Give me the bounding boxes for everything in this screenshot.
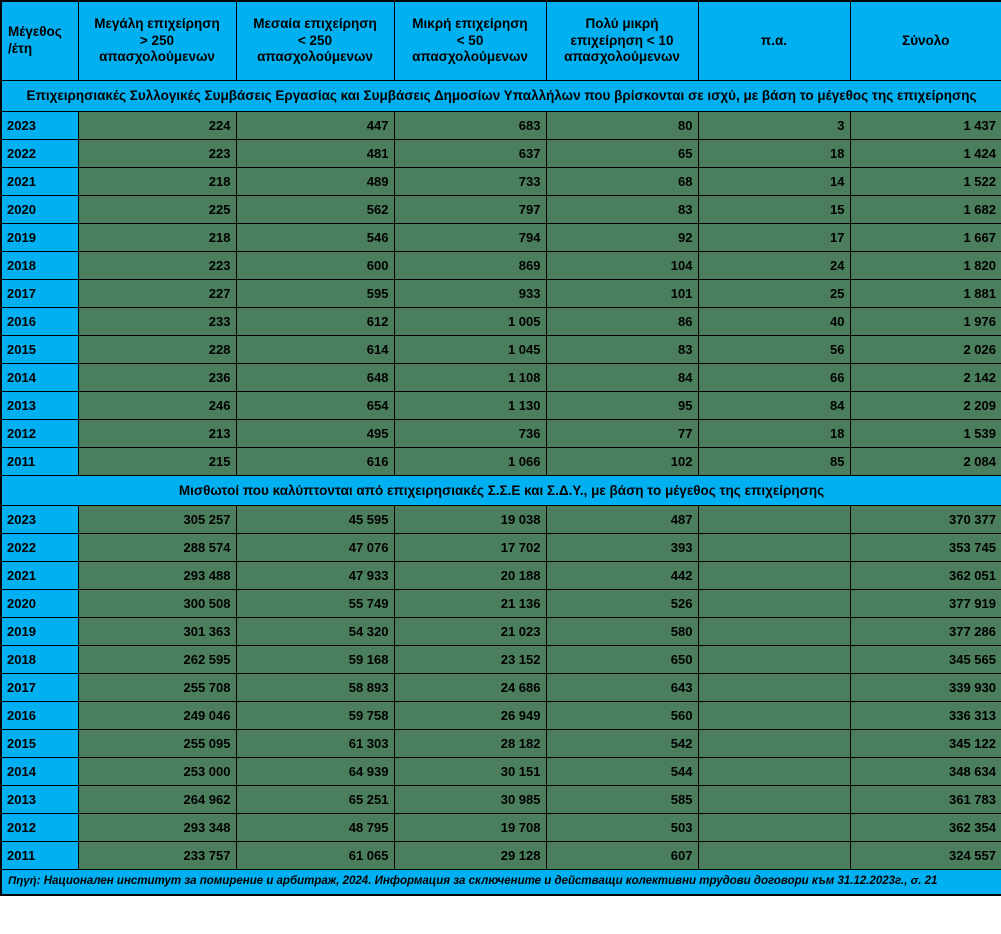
cell-total: 362 051 [850, 562, 1001, 590]
cell-large: 264 962 [78, 786, 236, 814]
table-row [1, 562, 1001, 590]
table-row [1, 590, 1001, 618]
cell-na [698, 730, 850, 758]
cell-na: 85 [698, 447, 850, 475]
cell-large: 249 046 [78, 702, 236, 730]
cell-small: 736 [394, 419, 546, 447]
table-row [1, 618, 1001, 646]
cell-micro: 83 [546, 335, 698, 363]
cell-small: 29 128 [394, 842, 546, 870]
table-row [1, 447, 1001, 475]
source-note-row [1, 870, 1001, 895]
cell-micro: 86 [546, 307, 698, 335]
cell-large: 293 488 [78, 562, 236, 590]
table-row [1, 534, 1001, 562]
table-body [1, 81, 1001, 895]
cell-total: 1 522 [850, 167, 1001, 195]
cell-large: 225 [78, 195, 236, 223]
cell-na: 14 [698, 167, 850, 195]
cell-small: 933 [394, 279, 546, 307]
row-year: 2013 [1, 391, 78, 419]
table-header-row [1, 1, 1001, 81]
cell-medium: 562 [236, 195, 394, 223]
cell-micro: 487 [546, 506, 698, 534]
cell-na [698, 814, 850, 842]
cell-na: 66 [698, 363, 850, 391]
header-line: < 250 [297, 32, 333, 48]
cell-medium: 489 [236, 167, 394, 195]
cell-total: 377 919 [850, 590, 1001, 618]
cell-small: 19 038 [394, 506, 546, 534]
cell-micro: 643 [546, 674, 698, 702]
table-row [1, 167, 1001, 195]
cell-total: 1 437 [850, 111, 1001, 139]
row-year: 2012 [1, 419, 78, 447]
cell-micro: 526 [546, 590, 698, 618]
cell-large: 246 [78, 391, 236, 419]
cell-large: 255 095 [78, 730, 236, 758]
cell-total: 345 565 [850, 646, 1001, 674]
cell-medium: 55 749 [236, 590, 394, 618]
column-header-na: π.α. [698, 1, 850, 81]
cell-micro: 104 [546, 251, 698, 279]
cell-na [698, 590, 850, 618]
cell-small: 637 [394, 139, 546, 167]
cell-na: 24 [698, 251, 850, 279]
cell-small: 1 066 [394, 447, 546, 475]
row-year: 2011 [1, 447, 78, 475]
cell-large: 293 348 [78, 814, 236, 842]
cell-large: 213 [78, 419, 236, 447]
cell-micro: 580 [546, 618, 698, 646]
cell-na: 84 [698, 391, 850, 419]
cell-small: 30 151 [394, 758, 546, 786]
column-header-size-year [1, 1, 78, 81]
row-year: 2017 [1, 674, 78, 702]
cell-micro: 83 [546, 195, 698, 223]
cell-na [698, 534, 850, 562]
cell-micro: 585 [546, 786, 698, 814]
cell-small: 1 005 [394, 307, 546, 335]
cell-na: 17 [698, 223, 850, 251]
cell-na: 25 [698, 279, 850, 307]
cell-total: 353 745 [850, 534, 1001, 562]
cell-total: 336 313 [850, 702, 1001, 730]
cell-medium: 600 [236, 251, 394, 279]
table-row [1, 506, 1001, 534]
table-row [1, 251, 1001, 279]
cell-na [698, 786, 850, 814]
cell-na [698, 562, 850, 590]
cell-micro: 102 [546, 447, 698, 475]
row-year: 2011 [1, 842, 78, 870]
cell-micro: 77 [546, 419, 698, 447]
header-line: απασχολούμενων [99, 49, 215, 65]
cell-total: 2 026 [850, 335, 1001, 363]
cell-medium: 495 [236, 419, 394, 447]
row-year: 2013 [1, 786, 78, 814]
row-year: 2023 [1, 506, 78, 534]
cell-na: 15 [698, 195, 850, 223]
row-year: 2022 [1, 534, 78, 562]
cell-total: 2 209 [850, 391, 1001, 419]
cell-total: 1 667 [850, 223, 1001, 251]
cell-large: 253 000 [78, 758, 236, 786]
cell-large: 288 574 [78, 534, 236, 562]
column-header-medium-enterprise [236, 1, 394, 81]
header-line: Πολύ μικρή [585, 15, 659, 31]
cell-small: 19 708 [394, 814, 546, 842]
cell-medium: 616 [236, 447, 394, 475]
cell-medium: 61 065 [236, 842, 394, 870]
table-row [1, 335, 1001, 363]
header-line: Μεσαία επιχείρηση [253, 15, 377, 31]
cell-large: 301 363 [78, 618, 236, 646]
cell-na: 56 [698, 335, 850, 363]
cell-medium: 54 320 [236, 618, 394, 646]
table-row [1, 814, 1001, 842]
header-line: απασχολούμενων [564, 49, 680, 65]
row-year: 2012 [1, 814, 78, 842]
cell-large: 228 [78, 335, 236, 363]
header-line: απασχολούμενων [257, 49, 373, 65]
row-year: 2015 [1, 335, 78, 363]
cell-medium: 648 [236, 363, 394, 391]
cell-na: 18 [698, 139, 850, 167]
row-year: 2020 [1, 195, 78, 223]
row-year: 2016 [1, 307, 78, 335]
row-year: 2016 [1, 702, 78, 730]
cell-small: 794 [394, 223, 546, 251]
cell-large: 233 [78, 307, 236, 335]
cell-medium: 612 [236, 307, 394, 335]
table-row [1, 363, 1001, 391]
cell-total: 339 930 [850, 674, 1001, 702]
cell-medium: 546 [236, 223, 394, 251]
cell-large: 305 257 [78, 506, 236, 534]
header-line: επιχείρηση < 10 [570, 32, 674, 48]
cell-na [698, 842, 850, 870]
cell-total: 1 539 [850, 419, 1001, 447]
cell-small: 21 136 [394, 590, 546, 618]
cell-large: 223 [78, 139, 236, 167]
cell-na [698, 506, 850, 534]
cell-medium: 481 [236, 139, 394, 167]
table-row [1, 646, 1001, 674]
column-header-large-enterprise [78, 1, 236, 81]
table-row [1, 111, 1001, 139]
source-note: Πηγή: Национален институт за помирение и арбитраж, 2024. Информация за сключените и действащи колективни трудови договори към 31.12.2023г., σ. 21 [1, 870, 1001, 895]
header-line: Μέγεθος [8, 24, 62, 40]
table-row [1, 702, 1001, 730]
section-title-row-1 [1, 81, 1001, 112]
table-row [1, 223, 1001, 251]
cell-total: 345 122 [850, 730, 1001, 758]
header-line: > 250 [139, 32, 175, 48]
row-year: 2014 [1, 758, 78, 786]
cell-micro: 650 [546, 646, 698, 674]
row-year: 2015 [1, 730, 78, 758]
row-year: 2018 [1, 646, 78, 674]
column-header-total: Σύνολο [850, 1, 1001, 81]
row-year: 2021 [1, 562, 78, 590]
cell-small: 797 [394, 195, 546, 223]
cell-large: 227 [78, 279, 236, 307]
cell-micro: 442 [546, 562, 698, 590]
cell-small: 23 152 [394, 646, 546, 674]
row-year: 2021 [1, 167, 78, 195]
table-row [1, 674, 1001, 702]
table-row [1, 391, 1001, 419]
cell-small: 869 [394, 251, 546, 279]
cell-micro: 84 [546, 363, 698, 391]
cell-total: 370 377 [850, 506, 1001, 534]
cell-large: 300 508 [78, 590, 236, 618]
cell-medium: 61 303 [236, 730, 394, 758]
table-row [1, 730, 1001, 758]
cell-small: 21 023 [394, 618, 546, 646]
cell-total: 361 783 [850, 786, 1001, 814]
table-row [1, 307, 1001, 335]
cell-medium: 58 893 [236, 674, 394, 702]
cell-small: 28 182 [394, 730, 546, 758]
cell-small: 1 108 [394, 363, 546, 391]
cell-total: 1 424 [850, 139, 1001, 167]
table-row [1, 786, 1001, 814]
row-year: 2019 [1, 223, 78, 251]
cell-large: 218 [78, 167, 236, 195]
cell-small: 1 045 [394, 335, 546, 363]
cell-total: 2 142 [850, 363, 1001, 391]
cell-micro: 95 [546, 391, 698, 419]
cell-micro: 92 [546, 223, 698, 251]
cell-medium: 48 795 [236, 814, 394, 842]
header-line: Μεγάλη επιχείρηση [94, 15, 220, 31]
cell-total: 2 084 [850, 447, 1001, 475]
cell-total: 1 682 [850, 195, 1001, 223]
column-header-small-enterprise [394, 1, 546, 81]
cell-total: 377 286 [850, 618, 1001, 646]
cell-total: 1 820 [850, 251, 1001, 279]
cell-total: 1 881 [850, 279, 1001, 307]
table-row [1, 139, 1001, 167]
cell-large: 223 [78, 251, 236, 279]
cell-total: 362 354 [850, 814, 1001, 842]
cell-na [698, 618, 850, 646]
cell-micro: 607 [546, 842, 698, 870]
header-line: απασχολούμενων [412, 49, 528, 65]
cell-micro: 65 [546, 139, 698, 167]
cell-large: 218 [78, 223, 236, 251]
cell-medium: 45 595 [236, 506, 394, 534]
cell-micro: 101 [546, 279, 698, 307]
cell-na: 18 [698, 419, 850, 447]
cell-small: 17 702 [394, 534, 546, 562]
cell-small: 733 [394, 167, 546, 195]
row-year: 2017 [1, 279, 78, 307]
row-year: 2019 [1, 618, 78, 646]
section-title-agreements: Επιχειρησιακές Συλλογικές Συμβάσεις Εργασίας και Συμβάσεις Δημοσίων Υπαλλήλων που βρίσκονται σε ισχύ, με βάση το μέγεθος της επιχείρησης [1, 81, 1001, 112]
cell-micro: 393 [546, 534, 698, 562]
cell-na [698, 702, 850, 730]
row-year: 2018 [1, 251, 78, 279]
cell-large: 233 757 [78, 842, 236, 870]
row-year: 2020 [1, 590, 78, 618]
table-row [1, 195, 1001, 223]
row-year: 2022 [1, 139, 78, 167]
cell-total: 348 634 [850, 758, 1001, 786]
table-row [1, 758, 1001, 786]
cell-na [698, 646, 850, 674]
column-header-micro-enterprise [546, 1, 698, 81]
cell-medium: 595 [236, 279, 394, 307]
cell-micro: 544 [546, 758, 698, 786]
cell-na [698, 758, 850, 786]
row-year: 2023 [1, 111, 78, 139]
cell-total: 1 976 [850, 307, 1001, 335]
cell-small: 20 188 [394, 562, 546, 590]
cell-small: 24 686 [394, 674, 546, 702]
cell-medium: 47 076 [236, 534, 394, 562]
table-row [1, 419, 1001, 447]
cell-na [698, 674, 850, 702]
cell-small: 30 985 [394, 786, 546, 814]
header-line: < 50 [456, 32, 484, 48]
table-row [1, 279, 1001, 307]
cell-medium: 64 939 [236, 758, 394, 786]
header-line: Μικρή επιχείρηση [412, 15, 528, 31]
cell-micro: 80 [546, 111, 698, 139]
cell-medium: 59 168 [236, 646, 394, 674]
cell-small: 26 949 [394, 702, 546, 730]
cell-total: 324 557 [850, 842, 1001, 870]
cell-medium: 654 [236, 391, 394, 419]
cell-medium: 65 251 [236, 786, 394, 814]
cell-micro: 68 [546, 167, 698, 195]
cell-micro: 560 [546, 702, 698, 730]
cell-na: 40 [698, 307, 850, 335]
cell-large: 224 [78, 111, 236, 139]
cell-medium: 59 758 [236, 702, 394, 730]
cell-large: 236 [78, 363, 236, 391]
cell-micro: 542 [546, 730, 698, 758]
cell-large: 215 [78, 447, 236, 475]
cell-large: 262 595 [78, 646, 236, 674]
section-title-row-2 [1, 475, 1001, 506]
row-year: 2014 [1, 363, 78, 391]
cell-medium: 47 933 [236, 562, 394, 590]
cell-na: 3 [698, 111, 850, 139]
cell-small: 683 [394, 111, 546, 139]
section-title-employees: Μισθωτοί που καλύπτονται από επιχειρησιακές Σ.Σ.Ε και Σ.Δ.Υ., με βάση το μέγεθος της επιχείρησης [1, 475, 1001, 506]
header-line: /έτη [8, 41, 33, 56]
cell-medium: 614 [236, 335, 394, 363]
cell-micro: 503 [546, 814, 698, 842]
table-row [1, 842, 1001, 870]
cell-small: 1 130 [394, 391, 546, 419]
cell-medium: 447 [236, 111, 394, 139]
cell-large: 255 708 [78, 674, 236, 702]
